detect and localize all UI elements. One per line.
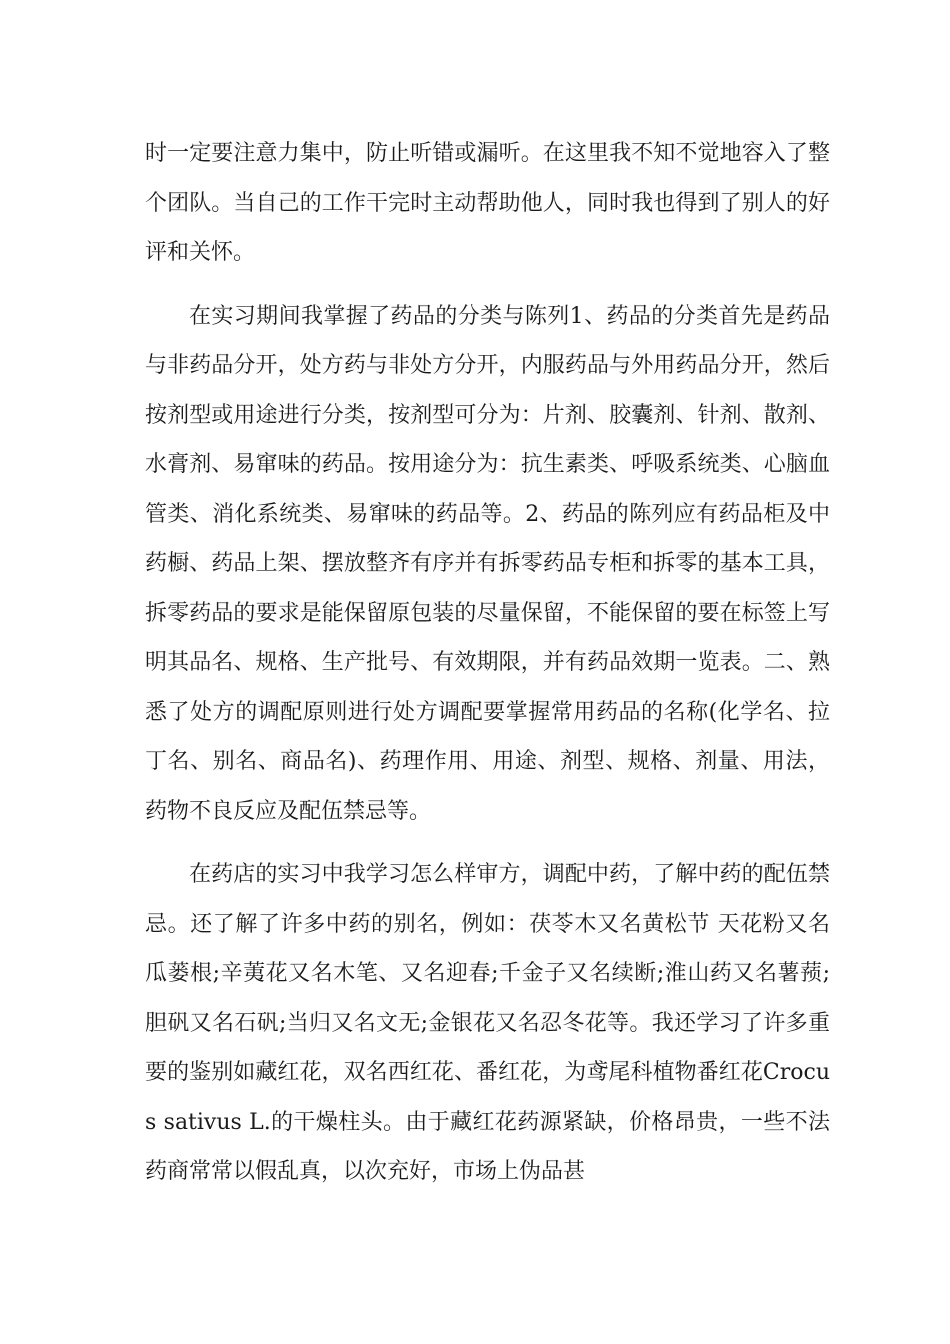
paragraph-2: 在实习期间我掌握了药品的分类与陈列1、药品的分类首先是药品与非药品分开，处方药与非处方分开，内服药品与外用药品分开，然后按剂型或用途进行分类，按剂型可分为：片剂、胶囊剂、针剂、散剂、水膏剂、易窜味的药品。按用途分为：抗生素类、呼吸系统类、心脑血管类、消化系统类、易窜味的药品等。2、药品的陈列应有药品柜及中药橱、药品上架、摆放整齐有序并有拆零药品专柜和拆零的基本工具，拆零药品的要求是能保留原包装的尽量保留，不能保留的要在标签上写明其品名、规格、生产批号、有效期限，并有药品效期一览表。二、熟悉了处方的调配原则进行处方调配要掌握常用药品的名称(化学名、拉丁名、别名、商品名)、药理作用、用途、剂型、规格、剂量、用法，药物不良反应及配伍禁忌等。 — [145, 303, 830, 824]
paragraph-1: 时一定要注意力集中，防止听错或漏听。在这里我不知不觉地容入了整个团队。当自己的工作干完时主动帮助他人，同时我也得到了别人的好评和关怀。 — [145, 141, 830, 265]
paragraph-3: 在药店的实习中我学习怎么样审方，调配中药，了解中药的配伍禁忌。还了解了许多中药的别名，例如：茯苓木又名黄松节 天花粉又名瓜蒌根;辛荑花又名木笔、又名迎春;千金子又名续断;淮山药又名薯蓣;胆矾又名石矾;当归又名文无;金银花又名忍冬花等。我还学习了许多重要的鉴别如藏红花，双名西红花、番红花，为鸢尾科植物番红花Crocus sativus L.的干燥柱头。由于藏红花药源紧缺，价格昂贵，一些不法药商常常以假乱真，以次充好，市场上伪品甚 — [145, 862, 830, 1184]
document-body — [145, 129, 830, 1197]
